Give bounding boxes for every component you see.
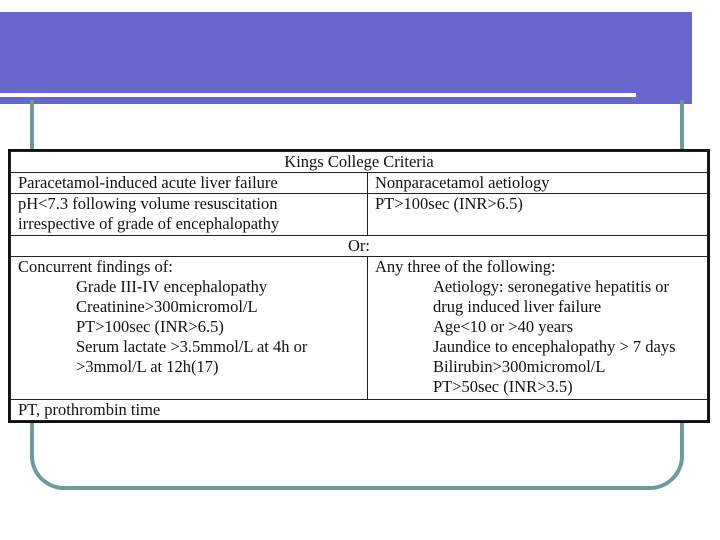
title-underline <box>0 93 636 97</box>
criteria-table-image <box>8 149 710 423</box>
right-item: Age<10 or >40 years <box>433 316 574 336</box>
right-criteria: PT>100sec (INR>6.5) <box>368 194 708 236</box>
right-item: Aetiology: seronegative hepatitis or <box>433 276 669 296</box>
right-item: PT>50sec (INR>3.5) <box>433 376 573 396</box>
left-item: Serum lactate >3.5mmol/L at 4h or <box>76 336 308 356</box>
right-item: drug induced liver failure <box>433 296 602 316</box>
right-findings <box>368 256 708 399</box>
table-footnote: PT, prothrombin time <box>11 399 708 420</box>
or-label: Or: <box>11 235 708 256</box>
left-item: Grade III-IV encephalopathy <box>76 276 268 296</box>
left-criteria <box>11 194 368 236</box>
left-criteria-line: irrespective of grade of encephalopathy <box>18 214 280 234</box>
left-findings <box>11 256 368 399</box>
table-title: Kings College Criteria <box>11 152 708 173</box>
kings-college-criteria-table <box>10 151 708 421</box>
left-intro: Concurrent findings of: <box>18 256 173 276</box>
left-criteria-line: pH<7.3 following volume resuscitation <box>18 194 278 214</box>
right-item: Jaundice to encephalopathy > 7 days <box>433 336 676 356</box>
right-heading: Nonparacetamol aetiology <box>368 173 708 194</box>
left-item: PT>100sec (INR>6.5) <box>76 316 224 336</box>
left-item: Creatinine>300micromol/L <box>76 296 258 316</box>
left-heading: Paracetamol-induced acute liver failure <box>11 173 368 194</box>
left-item: >3mmol/L at 12h(17) <box>76 356 219 376</box>
right-intro: Any three of the following: <box>375 256 556 276</box>
title-band <box>0 12 692 104</box>
right-item: Bilirubin>300micromol/L <box>433 356 606 376</box>
